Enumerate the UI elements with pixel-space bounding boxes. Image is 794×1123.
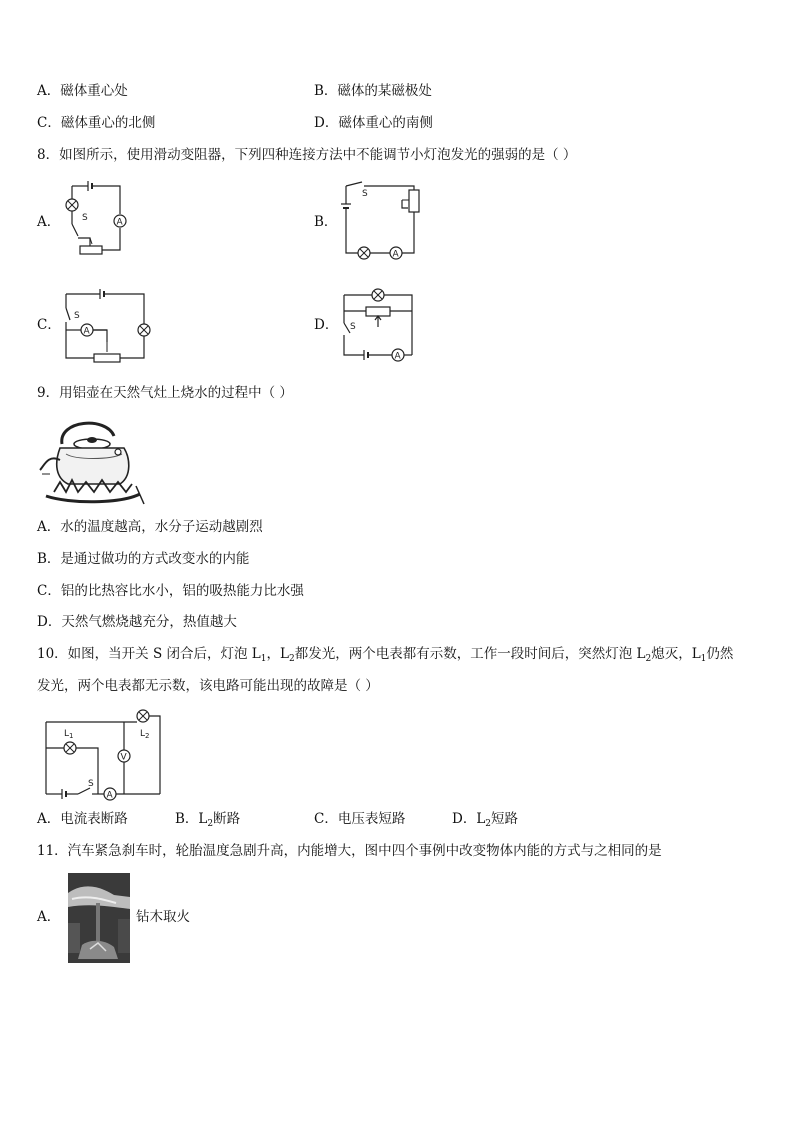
q10-circuit	[40, 706, 165, 801]
q7-option-a: A．磁体重心处	[37, 83, 128, 99]
q10-ammeter-label: A	[106, 790, 113, 801]
q8-label-b: B．	[314, 214, 338, 230]
q11-option-a-caption: 钻木取火	[136, 909, 190, 925]
q10-switch-label: S	[88, 779, 94, 789]
q8c-switch-label: S	[74, 311, 80, 321]
q10-stem-line2: 发光，两个电表都无示数，该电路可能出现的故障是（ ）	[37, 678, 379, 694]
q9-stem: 9．用铝壶在天然气灶上烧水的过程中（ ）	[37, 385, 293, 401]
q8a-ammeter-label: A	[116, 217, 123, 228]
q8-label-a: A．	[37, 214, 61, 230]
q8-stem: 8．如图所示，使用滑动变阻器，下列四种连接方法中不能调节小灯泡发光的强弱的是（ ）	[37, 147, 577, 163]
q11-stem: 11．汽车紧急刹车时，轮胎温度急剧升高，内能增大，图中四个事例中改变物体内能的方式与之相同的是	[37, 843, 662, 859]
q10-stem-line1: 10．如图，当开关 S 闭合后，灯泡 $L_1$，$L_2$都发光，两个电表都有示数，工作一段时间后，突然灯泡 $L_2$熄灭，$L_1$仍然	[37, 646, 734, 664]
kettle-figure	[40, 414, 150, 506]
q10-l1-label: $L_1$	[64, 729, 74, 740]
drilling-wood-photo	[68, 873, 130, 963]
q7-option-c: C．磁体重心的北侧	[37, 115, 156, 131]
q8-circuit-c	[62, 286, 157, 366]
q8-circuit-a	[62, 180, 152, 260]
q9-option-b: B．是通过做功的方式改变水的内能	[37, 551, 250, 567]
q10-option-a: A．电流表断路	[37, 811, 128, 827]
q9-option-d: D．天然气燃烧越充分，热值越大	[37, 614, 237, 630]
q11-label-a: A．	[37, 909, 61, 925]
q9-option-c: C．铝的比热容比水小，铝的吸热能力比水强	[37, 583, 304, 599]
q8c-ammeter-label: A	[83, 326, 90, 337]
q8-circuit-b	[340, 178, 430, 263]
q7-option-b: B．磁体的某磁极处	[314, 83, 432, 99]
q10-option-b: B．$L_2$断路	[175, 811, 241, 829]
q8-label-d: D．	[314, 317, 339, 333]
q8-label-c: C．	[37, 317, 61, 333]
q9-option-a: A．水的温度越高，水分子运动越剧烈	[37, 519, 263, 535]
q8d-switch-label: S	[350, 322, 356, 332]
q7-option-d: D．磁体重心的南侧	[314, 115, 433, 131]
q10-option-d: D．$L_2$短路	[452, 811, 519, 829]
q8b-switch-label: S	[362, 189, 368, 199]
q8-circuit-d	[340, 285, 430, 365]
q8a-switch-label: S	[82, 213, 88, 223]
q10-l2-label: $L_2$	[140, 729, 150, 740]
q8b-ammeter-label: A	[392, 249, 399, 260]
q10-option-c: C．电压表短路	[314, 811, 406, 827]
q10-voltmeter-label: V	[120, 752, 127, 763]
q8d-ammeter-label: A	[394, 351, 401, 362]
